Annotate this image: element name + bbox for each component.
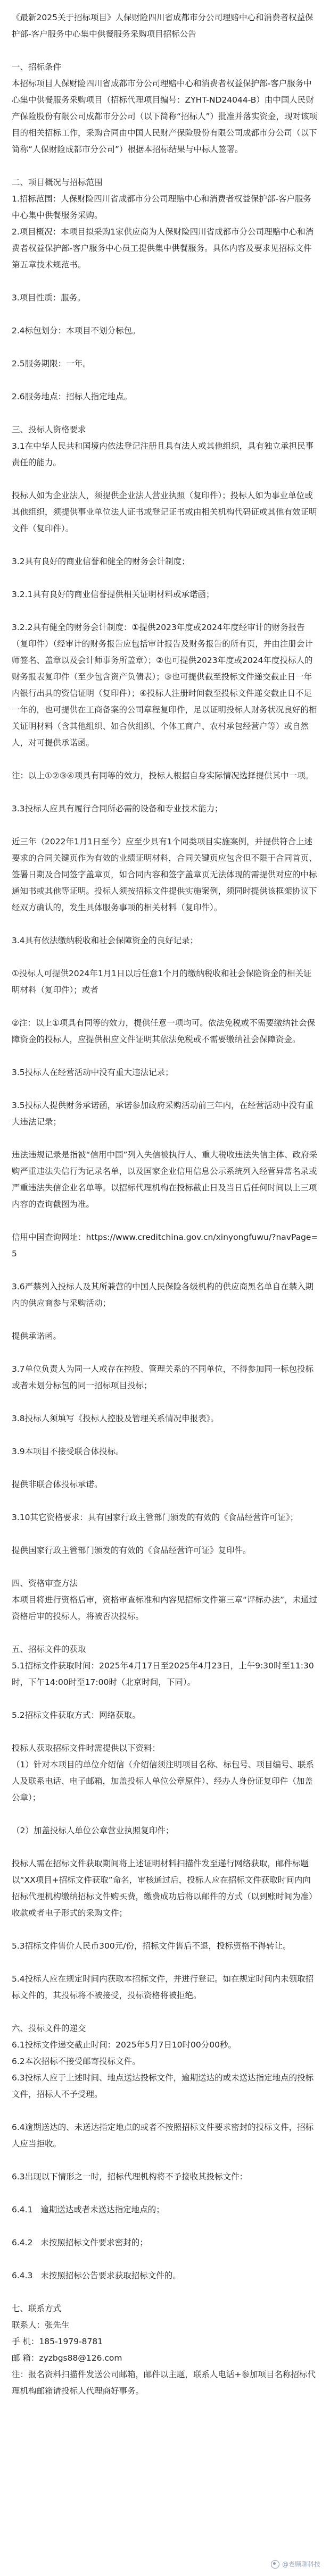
submission-reject-intro: 6.3出现以下情形之一时，招标代理机构将不予接收其投标文件： xyxy=(12,2172,248,2181)
qual-3-6: 3.6严禁列入投标人及其所兼营的中国人民保险各级机构的供应商黑名单自在禁入期内的供应商参与采购活动； xyxy=(12,1282,314,1308)
lot-division: 2.4标包划分：本项目不划分标包。 xyxy=(12,326,141,335)
obtain-price: 5.3招标文件售价人民币300元/份，招标文件售后不退，投标资格不得转让。 xyxy=(12,1941,291,1951)
obtain-material-1: （1）针对本项目的单位介绍信（介绍信须注明项目名称、标包号、项目编号、联系人及联系电话、电子邮箱，加盖投标人单位公章原件）、经办人身份证复印件（加盖公章）； xyxy=(12,1760,314,1802)
doc-title: 《最新2025关于招标项目》人保财险四川省成都市分公司理赔中心和消费者权益保护部-客户服务中心集中供餐服务采购项目招标公告 xyxy=(12,13,314,39)
submission-6-3: 6.3投标人应于上述时间、地点送达投标文件，逾期送达的或未送达指定地点的投标文件，招标人不予受理。 xyxy=(12,2073,314,2099)
watermark xyxy=(271,2560,320,2569)
obtain-deadline: 5.4投标人应在规定时间内获取本招标文件，并进行登记。如在规定时间内未领取招标文件的，其投标将不被接受，投标资格将被拒绝。 xyxy=(12,1974,314,2000)
obtain-materials-intro: 投标人获取招标文件时需提供以下资料： xyxy=(12,1743,161,1753)
qual-note-2: ②注：以上①项具有同等的效力，提供任意一项均可。依法免税或不需要缴纳社会保障资金的投标人，应提供相应文件证明其依法免税或不需要缴纳社会保障资金。 xyxy=(12,1018,316,1044)
obtain-material-2: （2）加盖投标人单位公章营业执照复印件； xyxy=(12,1826,174,1835)
qual-3-4: 3.4具有依法缴纳税收和社会保障资金的良好记录； xyxy=(12,936,199,945)
reject-6-4-1: 6.4.1 逾期送达或者未送达指定地点的； xyxy=(12,2205,164,2214)
qual-3-9: 3.9本项目不接受联合体投标。 xyxy=(12,1447,124,1456)
qual-tax-proof: ①投标人可提供2024年1月1日以后任意1个月的缴纳税收和社会保险资金的相关证明材料（复印件）；或者 xyxy=(12,969,312,995)
qual-note-1: 注：以上①②③④项具有同等的效力，投标人根据自身实际情况选择提供其中一项。 xyxy=(12,771,314,781)
qual-3-9-commitment: 提供非联合体投标承诺。 xyxy=(12,1480,103,1489)
qual-3-5: 3.5投标人在经营活动中没有重大违法记录； xyxy=(12,1068,174,1077)
qual-business-license: 投标人如为企业法人，须提供企业法人营业执照（复印件）；投标人如为事业单位或其他组织，须提供事业单位法人证书或登记证书或由相关机构代码证或其他有效证明文件（复印件）。 xyxy=(12,491,317,533)
section-3-qualification: 三、投标人资格要求 3.1在中华人民共和国境内依法登记注册且具有法人或其他组织，具有独立承担民事责任的能力。 xyxy=(12,425,314,467)
obtain-email-process: 投标人需在招标文件获取期间将上述证明材料扫描件发至递行网络获取，邮件标题以“XX项目+招标文件获取”命名，审核通过后，投标人应在招标文件获取时间内向招标代理机构缴纳招标文件购买费，缴费成功后将以邮件的方式（以到账时间为准）收款或者电子形式的采购文件； xyxy=(12,1859,317,1918)
service-location: 2.6服务地点：招标人指定地点。 xyxy=(12,392,133,401)
credit-china-url: 信用中国查询网址：https://www.creditchina.gov.cn/xinyongfuwu/?navPage=5 xyxy=(12,1232,318,1258)
qual-3-3: 3.3投标人应具有履行合同所必需的设备和专业技术能力； xyxy=(12,804,223,813)
qual-3-2-1: 3.2.1具有良好的商业信誉提供相关证明材料或承诺函； xyxy=(12,590,214,599)
section-2-overview: 二、项目概况与招标范围 1.招标范围：人保财险四川省成都市分公司理赔中心和消费者权益保护部-客户服务中心集中供餐服务采购。 xyxy=(12,178,311,220)
qual-violation-definition: 违法违规记录是指被“信用中国”列入失信被执行人、重大税收违法失信主体、政府采购严重违法失信行为记录名单，以及国家企业信用信息公示系统列入经营异常名录或严重违法失信企业名单等。以招标代理机构在投标截止日及当日后任何时间以上三项内容的查询截图为准。 xyxy=(12,1150,318,1209)
qual-3-5-commitment: 3.5投标人提供财务承诺函，承诺参加政府采购活动前三年内，在经营活动中没有重大违法记录； xyxy=(12,1101,314,1127)
project-overview: 2.项目概况：本项目拟采购1家供应商为人保财险四川省成都市分公司理赔中心和消费者权益保护部-客户服务中心员工提供集中供餐服务。具体内容及要求见招标文件第五章技术规范书。 xyxy=(12,227,314,270)
qual-3-10: 3.10其它资格要求：具有国家行政主管部门颁发的有效的《食品经营许可证》； xyxy=(12,1513,299,1522)
project-nature: 3.项目性质：服务。 xyxy=(12,293,86,303)
section-4-review: 四、资格审查方法 本项目将进行资格后审，资格审查标准和内容见招标文件第三章“评标办法”，未通过资格后审的投标人，将被否决投标。 xyxy=(12,1579,318,1621)
section-1-tender-conditions: 一、招标条件 本招标项目人保财险四川省成都市分公司理赔中心和消费者权益保护部-客户服务中心集中供餐服务采购项目（招标代理项目编号：ZYHT-ND24044-B）由中国人民财产保险股份有限公司成都市分公司（以下简称“招标人”）批准并落实资金，现对该项目的相关招标工作，采购合同由中国人民财产保险股份有限公司成都市分公司（以下简称“人保财险成都市分公司”）根据本招标结果与中标人签署。 xyxy=(12,62,318,154)
section-5-obtain: 五、招标文件的获取 5.1招标文件获取时间：2025年4月17日至2025年4月23日，上午9:30时至11:30时，下午14:00时至17:00时（北京时间，下同）。 xyxy=(12,1644,314,1687)
reject-6-4-2: 6.4.2 未按照招标文件要求密封的； xyxy=(12,2238,148,2247)
qual-3-10-license: 提供国家行政主管部门颁发的有效的《食品经营许可证》复印件。 xyxy=(12,1546,251,1555)
watermark-text: @老顾聊科技 xyxy=(282,2561,320,2568)
section-6-submission: 六、投标文件的递交 6.1投标文件递交截止时间：2025年5月7日10时00分00秒。 xyxy=(12,2024,236,2050)
qual-3-2-2: 3.2.2具有健全的财务会计制度：①提供2023年度或2024年度经审计的财务报告（复印件）（经审计的财务报告应包括审计报告及财务报告的所有页，并由注册会计师签名、盖章以及会计师事务所盖章）；②也可提供2023年度或2024年度投标人的财务报表复印件（至少包含资产负债表）；③也可提供截至投标文件递交截止日一年内银行出具的资信证明（复印件）；④投标人注册时间截至投标文件递交截止日不足一年的，也可提供在工商备案的公司章程复印件，足以证明投标人财务状况良好的相关证明材料（含其他组织、如合伙组织、个体工商户、农村承包经营户等）或自然人，对可提供承诺函。 xyxy=(12,623,317,748)
service-period: 2.5服务期限：一年。 xyxy=(12,359,91,368)
qual-3-8: 3.8投标人须填写《投标人控股及管理关系情况申报表》。 xyxy=(12,1414,219,1423)
qual-3-6-commitment: 提供承诺函。 xyxy=(12,1331,62,1341)
qual-performance-cases: 近三年（2022年1月1日至今）应至少具有1个同类项目实施案例，并提供符合上述要求的合同关键页作为有效的业绩证明材料，合同关键页应包含但不限于合同首页、签署日期及合同签字盖章页，如合同内容和签字盖章页无法体现的需提供对应的中标通知书或其他等证明。投标人须按招标文件提供实施案例，须同时提供该框架协议下经双方确认的，发生具体服务事项的相关材料（复印件）。 xyxy=(12,837,317,912)
section-7-contact: 七、联系方式 联系人：张先生 手 机：185-1979-8781 邮 箱：zyzbgs88@126.com 注：报名资料扫描件发送公司邮箱，邮件以主题，联系人电话+参加项目名称招标代理机构邮箱请投标人代理商好事务。 xyxy=(12,2304,316,2396)
reject-6-4-3: 6.4.3 未按照招标公告要求获取招标文件的。 xyxy=(12,2271,181,2280)
submission-6-2: 6.2本次招标不接受邮寄投标文件。 xyxy=(12,2057,141,2066)
submission-6-4: 6.4逾期送达的、未送达指定地点的或者不按照招标文件要求密封的投标文件，招标人应当拒收。 xyxy=(12,2122,314,2149)
qual-3-7: 3.7单位负责人为同一人或存在控股、管理关系的不同单位，不得参加同一标包投标或者未划分标包的同一招标项目投标； xyxy=(12,1364,314,1390)
obtain-method: 5.2招标文件获取方式：网络获取。 xyxy=(12,1710,141,1720)
qual-3-2: 3.2具有良好的商业信誉和健全的财务会计制度； xyxy=(12,557,190,566)
circle-logo-icon xyxy=(271,2560,279,2569)
